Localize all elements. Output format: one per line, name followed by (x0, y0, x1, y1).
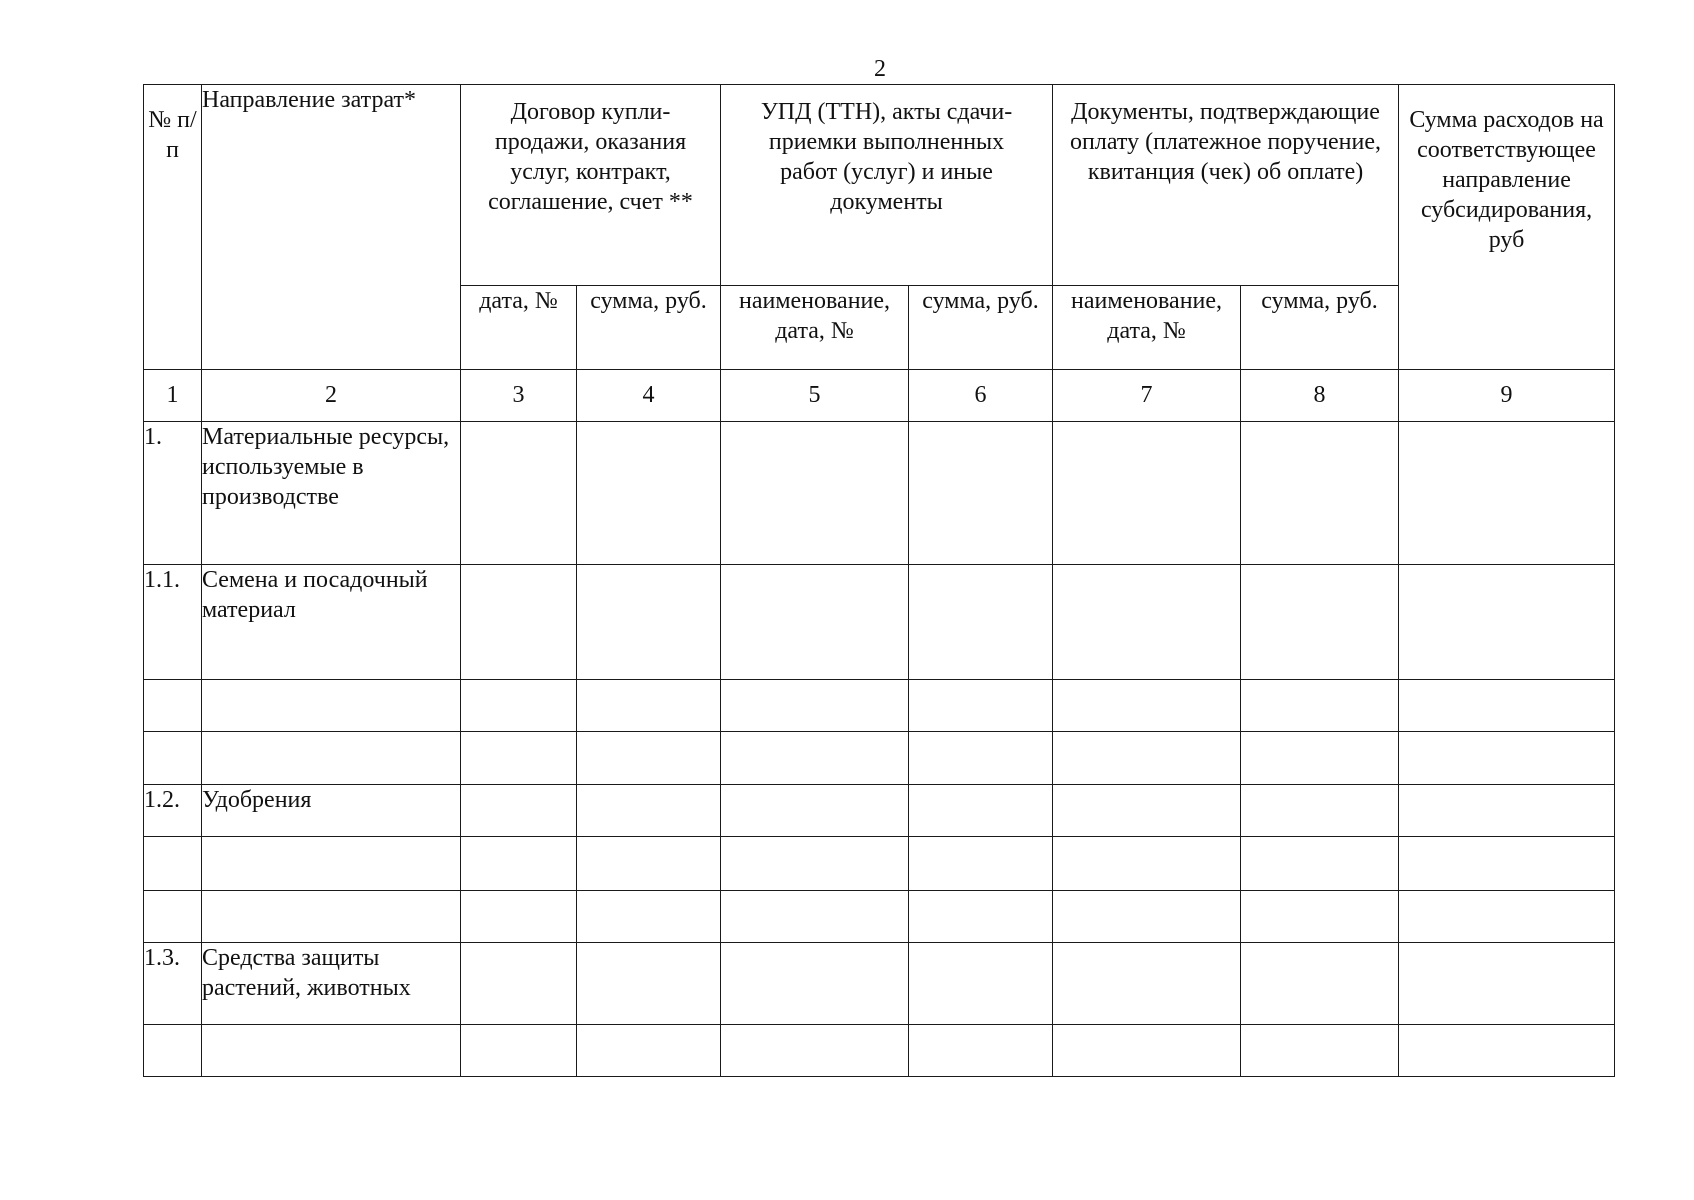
empty-cell (1399, 890, 1615, 942)
column-number: 2 (202, 369, 461, 421)
empty-cell (909, 564, 1053, 679)
empty-cell (1241, 680, 1399, 732)
empty-cell (1399, 837, 1615, 890)
empty-cell (461, 564, 577, 679)
table-row (144, 890, 1615, 942)
row-expense-name (202, 680, 461, 732)
empty-cell (1241, 1024, 1399, 1076)
empty-cell (577, 1024, 721, 1076)
header-upd: УПД (ТТН), акты сдачи-приемки выполненных работ (услуг) и иные документы (721, 85, 1053, 286)
row-index (144, 837, 202, 890)
header-expense-direction: Направление затрат* (202, 85, 461, 370)
subheader-name-date-number: наименование, дата, № (1053, 286, 1241, 369)
column-number: 7 (1053, 369, 1241, 421)
empty-cell (1399, 785, 1615, 837)
table-row (144, 1024, 1615, 1076)
row-index: 1.1. (144, 564, 202, 679)
empty-cell (909, 732, 1053, 785)
empty-cell (461, 421, 577, 564)
column-number: 4 (577, 369, 721, 421)
row-expense-name: Семена и посадочный материал (202, 564, 461, 679)
empty-cell (461, 942, 577, 1024)
empty-cell (1053, 732, 1241, 785)
expense-table (143, 84, 1615, 1077)
table-row (144, 732, 1615, 785)
column-number: 3 (461, 369, 577, 421)
column-number: 9 (1399, 369, 1615, 421)
empty-cell (721, 890, 909, 942)
empty-cell (1053, 785, 1241, 837)
row-expense-name: Средства защиты растений, животных (202, 942, 461, 1024)
subheader-sum: сумма, руб. (1241, 286, 1399, 369)
subheader-sum: сумма, руб. (909, 286, 1053, 369)
empty-cell (461, 890, 577, 942)
empty-cell (1241, 421, 1399, 564)
empty-cell (1241, 890, 1399, 942)
empty-cell (1399, 732, 1615, 785)
empty-cell (909, 421, 1053, 564)
empty-cell (721, 1024, 909, 1076)
empty-cell (461, 785, 577, 837)
empty-cell (577, 942, 721, 1024)
table-row (144, 421, 1615, 564)
subheader-sum: сумма, руб. (577, 286, 721, 369)
empty-cell (577, 421, 721, 564)
empty-cell (721, 837, 909, 890)
empty-cell (721, 680, 909, 732)
empty-cell (1399, 942, 1615, 1024)
empty-cell (1241, 837, 1399, 890)
row-index: 1.2. (144, 785, 202, 837)
empty-cell (909, 942, 1053, 1024)
empty-cell (1241, 732, 1399, 785)
row-expense-name (202, 837, 461, 890)
column-number: 8 (1241, 369, 1399, 421)
empty-cell (577, 680, 721, 732)
empty-cell (1399, 680, 1615, 732)
empty-cell (909, 1024, 1053, 1076)
empty-cell (577, 890, 721, 942)
page-number: 2 (874, 56, 886, 82)
table-row (144, 564, 1615, 679)
empty-cell (577, 732, 721, 785)
empty-cell (461, 1024, 577, 1076)
empty-cell (721, 785, 909, 837)
empty-cell (1241, 942, 1399, 1024)
table-row (144, 785, 1615, 837)
empty-cell (721, 732, 909, 785)
empty-cell (721, 942, 909, 1024)
empty-cell (577, 564, 721, 679)
column-number: 1 (144, 369, 202, 421)
row-index (144, 1024, 202, 1076)
row-expense-name: Материальные ресурсы, используемые в производстве (202, 421, 461, 564)
column-numbers-row (144, 369, 1615, 421)
row-expense-name (202, 890, 461, 942)
row-index (144, 890, 202, 942)
empty-cell (1241, 564, 1399, 679)
empty-cell (577, 785, 721, 837)
column-number: 6 (909, 369, 1053, 421)
empty-cell (1053, 564, 1241, 679)
subheader-name-date-number: наименование, дата, № (721, 286, 909, 369)
column-number: 5 (721, 369, 909, 421)
row-index (144, 732, 202, 785)
empty-cell (461, 732, 577, 785)
empty-cell (1399, 564, 1615, 679)
row-expense-name (202, 732, 461, 785)
header-contract: Договор купли-продажи, оказания услуг, контракт, соглашение, счет ** (461, 85, 721, 286)
empty-cell (909, 680, 1053, 732)
empty-cell (1399, 1024, 1615, 1076)
row-index: 1.3. (144, 942, 202, 1024)
empty-cell (577, 837, 721, 890)
empty-cell (1053, 680, 1241, 732)
empty-cell (721, 564, 909, 679)
header-payment-docs: Документы, подтверждающие оплату (платежное поручение, квитанция (чек) об оплате) (1053, 85, 1399, 286)
header-total-sum: Сумма расходов на соответствующее направление субсидирования, руб (1399, 85, 1615, 370)
empty-cell (1053, 942, 1241, 1024)
empty-cell (1053, 421, 1241, 564)
empty-cell (909, 785, 1053, 837)
empty-cell (909, 837, 1053, 890)
empty-cell (461, 680, 577, 732)
empty-cell (1241, 785, 1399, 837)
table-row (144, 680, 1615, 732)
empty-cell (721, 421, 909, 564)
empty-cell (1053, 1024, 1241, 1076)
table-row (144, 942, 1615, 1024)
empty-cell (1399, 421, 1615, 564)
row-index (144, 680, 202, 732)
header-number: № п/п (144, 85, 202, 370)
row-expense-name (202, 1024, 461, 1076)
row-index: 1. (144, 421, 202, 564)
subheader-date-number: дата, № (461, 286, 577, 369)
empty-cell (1053, 890, 1241, 942)
row-expense-name: Удобрения (202, 785, 461, 837)
table-row (144, 837, 1615, 890)
empty-cell (461, 837, 577, 890)
empty-cell (1053, 837, 1241, 890)
empty-cell (909, 890, 1053, 942)
